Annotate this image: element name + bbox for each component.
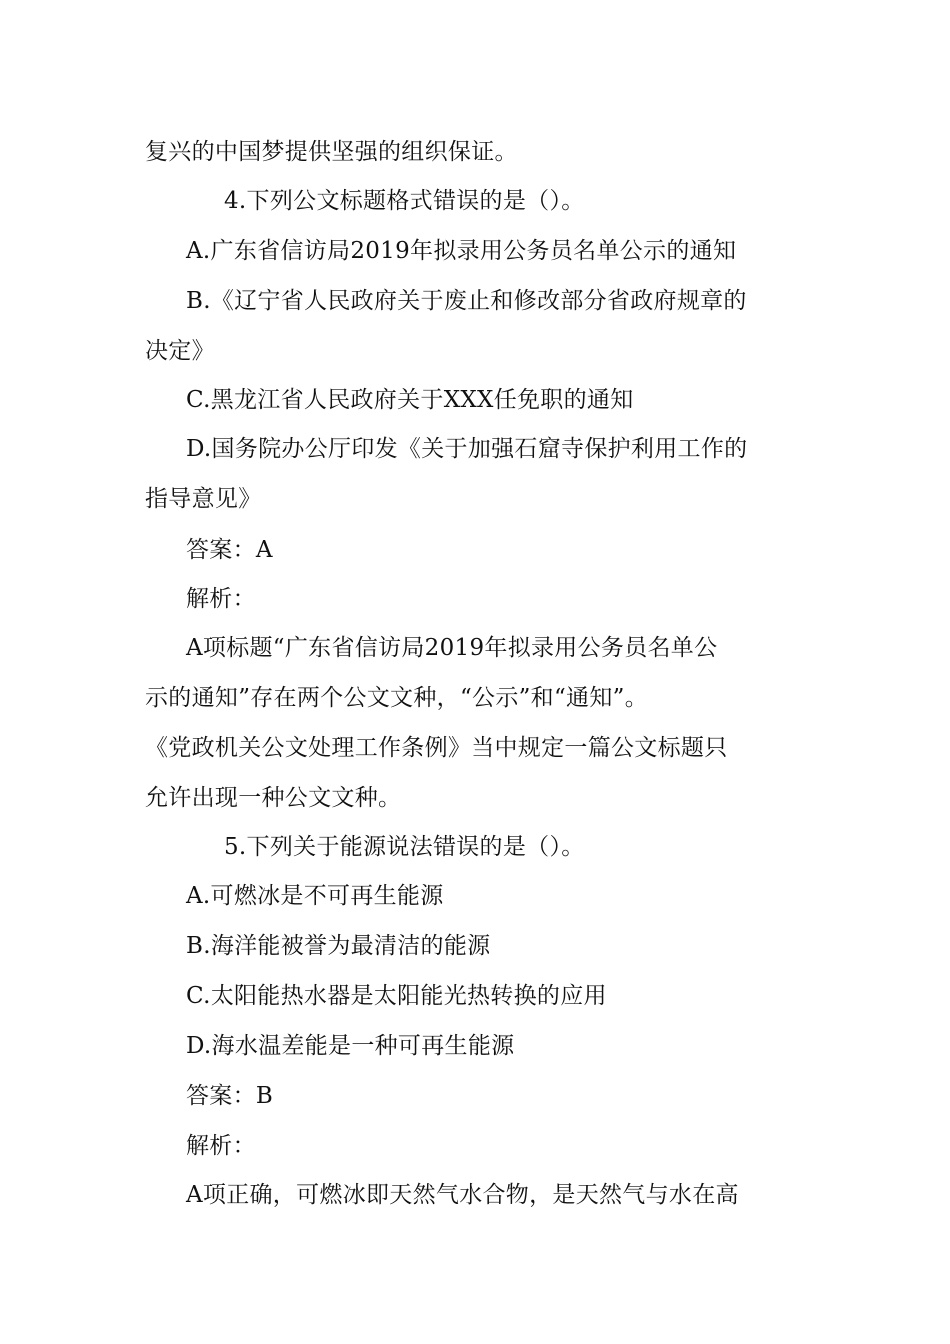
question-5-option-a: A.可燃冰是不可再生能源 [186, 883, 444, 909]
question-5-option-c: C.太阳能热水器是太阳能光热转换的应用 [186, 983, 607, 1009]
question-4-option-a: A.广东省信访局2019年拟录用公务员名单公示的通知 [186, 238, 737, 264]
question-5-answer: 答案：B [186, 1083, 274, 1109]
question-4-option-d: D.国务院办公厅印发《关于加强石窟寺保护利用工作的 [186, 436, 748, 462]
question-4-analysis-label: 解析： [186, 586, 256, 612]
question-4-answer: 答案：A [186, 537, 273, 563]
question-4-analysis-line: A项标题“广东省信访局2019年拟录用公务员名单公 [186, 635, 718, 661]
question-5-analysis-line: A项正确，可燃冰即天然气水合物，是天然气与水在高 [186, 1182, 739, 1208]
question-4-option-c: C.黑龙江省人民政府关于XXX任免职的通知 [186, 387, 634, 413]
question-5-option-d: D.海水温差能是一种可再生能源 [186, 1033, 515, 1059]
question-4-analysis-line: 示的通知”存在两个公文文种，“公示”和“通知”。 [145, 685, 648, 711]
question-5-option-b: B.海洋能被誉为最清洁的能源 [186, 933, 491, 959]
question-4-analysis-line: 《党政机关公文处理工作条例》当中规定一篇公文标题只 [145, 735, 728, 761]
question-4-option-d-continued: 指导意见》 [145, 486, 262, 512]
question-4-stem: 4.下列公文标题格式错误的是（）。 [224, 188, 585, 214]
question-5-stem: 5.下列关于能源说法错误的是（）。 [224, 834, 585, 860]
paragraph-continuation: 复兴的中国梦提供坚强的组织保证。 [145, 139, 518, 165]
question-5-analysis-label: 解析： [186, 1133, 256, 1159]
question-4-option-b-continued: 决定》 [145, 338, 215, 364]
question-4-option-b: B.《辽宁省人民政府关于废止和修改部分省政府规章的 [186, 288, 747, 314]
question-4-analysis-line: 允许出现一种公文文种。 [145, 785, 402, 811]
